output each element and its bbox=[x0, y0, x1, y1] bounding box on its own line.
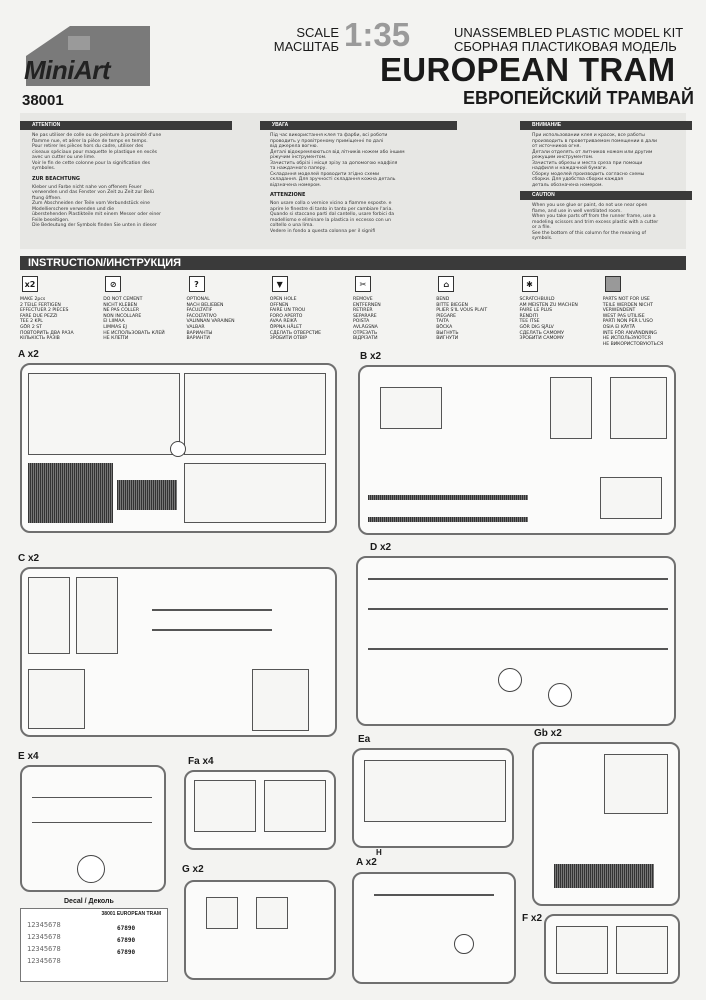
sprue-fa bbox=[184, 770, 336, 850]
text-line: flame, and use in well ventilated room. bbox=[532, 208, 622, 214]
text-line: ріжучим інструментом. bbox=[270, 155, 327, 160]
sprue-part bbox=[184, 463, 326, 523]
window-part bbox=[252, 669, 309, 731]
decal-sheet-title: 38001 EUROPEAN TRAM bbox=[101, 911, 161, 917]
legend-item-scratchbuild bbox=[520, 276, 603, 346]
legend-text-line: TEILE WERDEN NICHT VERWENDENT bbox=[602, 302, 653, 314]
text-line: modeling scissors and trim excess plastic with a cutter bbox=[532, 219, 659, 225]
panel-part bbox=[616, 926, 668, 974]
rail-part bbox=[32, 822, 152, 823]
legend-text-line: ÖPPNA HÅLET bbox=[269, 324, 302, 330]
panel-part bbox=[194, 780, 256, 832]
legend-text-line: EI LIIMAA bbox=[103, 319, 125, 325]
rail-part bbox=[368, 648, 668, 650]
wheel-part bbox=[77, 855, 105, 883]
legend-text-line: НЕ ИСПОЛЬЗОВАТЬ КЛЕЙ bbox=[103, 330, 165, 336]
legend-text-line: TAITA bbox=[436, 319, 449, 325]
roof-grille-part bbox=[28, 463, 113, 523]
sprue-c bbox=[20, 567, 337, 737]
wheel-part bbox=[548, 683, 572, 707]
ea-marker: H bbox=[376, 848, 382, 857]
text-line: Feile beseitigen. bbox=[32, 217, 70, 223]
roof-grille-part bbox=[117, 480, 177, 510]
text-line: Деталі відокремлюються від літників ножем або іншим bbox=[270, 149, 405, 155]
text-line: відзначена номером. bbox=[270, 182, 321, 188]
symbol-legend bbox=[20, 276, 686, 346]
sprue-ea bbox=[352, 748, 514, 848]
text-line: Quando si staccano parti dal cantello, usare forbici da bbox=[270, 212, 395, 217]
attention-fr-text bbox=[20, 133, 235, 172]
legend-text-line: 2 TEILE FERTIGEN bbox=[20, 302, 61, 308]
text-line: verwenden und das Fenster von Zeit zu Zeit zur Belü bbox=[32, 190, 154, 195]
text-line: При использовании клея и красок, все работы bbox=[532, 133, 645, 138]
legend-text-line: TEE 2 KPL bbox=[20, 319, 43, 325]
legend-text-line: ВИГНУТИ bbox=[436, 336, 459, 342]
text-line: Die Bedeutung der Symbols finden Sie unten in dieser bbox=[32, 223, 157, 228]
text-line: Non usare colla o vernice vicino a fiamme esposte. e bbox=[270, 201, 392, 206]
brand-logo: MiniArt bbox=[24, 55, 111, 85]
not-for-use-icon bbox=[605, 276, 621, 292]
legend-text-line: КІЛЬКІСТЬ РАЗІВ bbox=[20, 336, 60, 342]
legend-text-line: OPTIONAL bbox=[186, 297, 210, 302]
decal-digit-row: 12345678 bbox=[27, 945, 61, 953]
attention-de-text bbox=[20, 185, 235, 229]
text-line: Сборку моделей производить согласно схемы bbox=[532, 171, 645, 177]
text-line: производить в проветриваемом помещении в дали bbox=[532, 138, 658, 144]
sprue-gate bbox=[170, 441, 186, 457]
sprue-label-a-top: A x2 bbox=[18, 349, 39, 360]
grille-part bbox=[604, 754, 668, 814]
legend-text-line: PARTS NOT FOR USE bbox=[602, 297, 650, 302]
chassis-part bbox=[364, 760, 506, 822]
rail-part bbox=[368, 517, 528, 522]
text-line: modellismo e eliminare la plastica in eccesso con un bbox=[270, 217, 391, 223]
rail-part bbox=[152, 609, 272, 611]
attention-section bbox=[20, 113, 686, 249]
legend-text-line: WEST PAS UTILISE bbox=[602, 313, 645, 319]
text-line: coltello o una lima. bbox=[270, 223, 314, 228]
legend-item-x2 bbox=[20, 276, 103, 346]
legend-text-line: ЗРОБИТИ ОТВІР bbox=[269, 336, 308, 342]
scale-value: 1:35 bbox=[344, 16, 411, 53]
text-line: ciseaux spéciaux pour maquette le plastique en excès bbox=[32, 149, 158, 155]
sprue-d bbox=[356, 556, 676, 726]
decal-digits bbox=[27, 919, 107, 967]
text-line: Vedere in fondo a questa colonna per il signifi bbox=[270, 228, 376, 234]
legend-text-line: TEE ITSE bbox=[519, 319, 540, 325]
legend-text-line: НЕ ИСПОЛЬЗУЮТСЯ bbox=[602, 336, 651, 342]
text-line: symbols. bbox=[532, 236, 553, 241]
legend-text-line: AM MEISTEN ZU MACHEN bbox=[519, 302, 578, 308]
text-line: деталь обозначена номером. bbox=[532, 182, 603, 188]
text-line: складання. Для зручності складання кожна деталь bbox=[270, 177, 396, 182]
legend-text-line: FAIRE UN TROU bbox=[269, 308, 306, 314]
legend-text-line: FACULTATIF bbox=[186, 308, 213, 314]
text-line: Зачистить обрізі і місця зрізу за допомогою надфіля bbox=[270, 160, 398, 166]
attention-col-fr: ATTENTION Ne pas utiliser de colle ou de peinture à proximité d'une flamme nue, et aérer la pièce de temps en temps. Pour retirer les pièces hors du cadre, utiliser des ciseaux spéciaux pour maquette le plastique en excès avec un cutter ou une lime. Voir le fin de cette colonne pour la signification des symboles. ZUR BEACHTUNG Kleber und Farbe nicht nahe von offenem Feuer verwenden und das Fenster von Zeit zu Zeit zur Belü ftung öffnen. Zum Abschneiden der Teile vom Verbundstück eine Modellierschere verwenden und die überstehenden Plastikteile mit einem Messer oder einer Feile beseitigen. Die Bedeutung der Symbols finden Sie unten in dieser bbox=[20, 121, 235, 229]
title-russian: ЕВРОПЕЙСКИЙ ТРАМВАЙ bbox=[463, 88, 694, 108]
text-line: avec un cutter ou une lime. bbox=[32, 155, 96, 160]
decal-small-digits bbox=[117, 923, 135, 959]
text-line: Детали отделять от литников ножом или другим bbox=[532, 149, 653, 155]
decal-digit-row: 12345678 bbox=[27, 921, 61, 929]
sprue-g bbox=[184, 880, 336, 980]
legend-text-line: OPEN HOLE bbox=[269, 297, 297, 302]
decal-digit-row: 12345678 bbox=[27, 933, 61, 941]
legend-text-line: DO NOT CEMENT bbox=[103, 297, 143, 302]
bend-icon: ⌂ bbox=[438, 276, 454, 292]
legend-text-line: ОТРЕЗАТЬ bbox=[353, 330, 378, 336]
attention-ru-text bbox=[520, 133, 686, 188]
legend-text-line: AVAA REIKÄ bbox=[269, 319, 297, 325]
legend-text-line: INTE FÖR ANVÄNDNING bbox=[602, 330, 657, 336]
legend-text-line: PARTI NON PER L'USO bbox=[602, 319, 653, 325]
text-line: aprire le finestre di tanto in tanto per cambiare l'aria. bbox=[270, 206, 393, 212]
scratchbuild-icon: ✱ bbox=[522, 276, 538, 292]
open-hole-icon: ▼ bbox=[272, 276, 288, 292]
window-part bbox=[28, 577, 70, 654]
no-cement-icon: ⊘ bbox=[105, 276, 121, 292]
rail-part bbox=[368, 608, 668, 610]
instruction-bar-title: INSTRUCTION/ИНСТРУКЦИЯ bbox=[28, 257, 182, 269]
sprue-part bbox=[206, 897, 238, 929]
attention-ua-text bbox=[260, 133, 460, 188]
sprue-label-e: E x4 bbox=[18, 751, 39, 762]
rail-part bbox=[368, 578, 668, 580]
text-line: symboles. bbox=[32, 166, 56, 171]
decal-label: Decal / Деколь bbox=[64, 898, 114, 905]
sprue-f bbox=[544, 914, 680, 984]
text-line: від джерела вогню. bbox=[270, 144, 318, 149]
legend-text-line: НЕ КЛЕЇТИ bbox=[103, 336, 129, 342]
legend-text-line: SCRATCHBUILD bbox=[519, 297, 555, 302]
legend-text-line: PLIER S'IL VOUS PLAIT bbox=[436, 308, 488, 314]
text-line: flamme nue, et aérer la pièce de temps en temps. bbox=[32, 138, 148, 144]
text-line: When you take parts off from the runner frame, use a bbox=[532, 214, 656, 219]
step-part bbox=[554, 864, 654, 888]
legend-text-line: NACH BELIEBEN bbox=[186, 302, 224, 308]
decal-small-row: 67890 bbox=[117, 925, 136, 932]
door-part bbox=[550, 377, 592, 439]
decal-small-row: 67890 bbox=[117, 949, 136, 956]
legend-text-line: ВІДРІЗАТИ bbox=[353, 336, 378, 342]
legend-text-line: REMOVE bbox=[353, 297, 373, 302]
legend-item-optional bbox=[187, 276, 270, 346]
text-line: Zum Abschneiden der Teile vom Verbundstück eine bbox=[32, 201, 151, 206]
legend-text-line: ЗРОБИТИ САМОМУ bbox=[519, 336, 564, 342]
text-line: режущим инструментом. bbox=[532, 155, 594, 160]
panel-part bbox=[264, 780, 326, 832]
legend-text-line: VALINNAN VARAINEN bbox=[186, 319, 235, 325]
text-line: сборки. Для удобства сборки каждая bbox=[532, 177, 624, 182]
rail-part bbox=[374, 894, 494, 896]
legend-text-line: СДЕЛАТЬ ОТВЕРСТИЕ bbox=[269, 330, 322, 336]
sprue-b bbox=[358, 365, 676, 535]
sprue-a-bottom bbox=[352, 872, 516, 984]
wheel-part bbox=[454, 934, 474, 954]
text-line: Voir le fin de cette colonne pour la signification des bbox=[32, 160, 150, 166]
door-part bbox=[610, 377, 667, 439]
sprue-label-fa: Fa x4 bbox=[188, 756, 214, 767]
text-line: проводить у провітреному приміщенні по далі bbox=[270, 138, 384, 144]
optional-icon: ? bbox=[189, 276, 205, 292]
wheel-part bbox=[498, 668, 522, 692]
x2-icon: x2 bbox=[22, 276, 38, 292]
legend-text-line: OFFNEN bbox=[269, 302, 289, 308]
sprue-part bbox=[28, 373, 180, 455]
text-line: Зачистить обрезы и места среза при помощи bbox=[532, 160, 643, 166]
text-line: Ne pas utiliser de colle ou de peinture à proximité d'une bbox=[32, 133, 162, 138]
sprue-part bbox=[256, 897, 288, 929]
legend-item-not-for-use bbox=[603, 276, 686, 346]
sprue-label-g: G x2 bbox=[182, 864, 204, 875]
legend-text-line: VALBAR bbox=[186, 324, 205, 330]
text-line: See the bottom of this column for the meaning of bbox=[532, 230, 646, 236]
legend-text-line: GÖR 2 ST bbox=[20, 324, 42, 330]
sprue-a-top bbox=[20, 363, 337, 533]
legend-item-bend bbox=[436, 276, 519, 346]
attention-it-text bbox=[260, 201, 460, 234]
legend-text-line: ВЫГНУТЬ bbox=[436, 330, 459, 336]
legend-text-line: RENDITI bbox=[519, 313, 539, 319]
legend-text-line: FARE DUE PEZZI bbox=[20, 313, 58, 319]
text-line: Під час використання клея та фарби, всі роботи bbox=[270, 133, 388, 138]
legend-text-line: LIMMAS EJ bbox=[103, 324, 127, 330]
decal-digit-row: 12345678 bbox=[27, 957, 61, 965]
legend-text-line: ПОВТОРИТЬ ДВА РАЗА bbox=[20, 330, 74, 336]
legend-text-line: GÖR DIG SJÄLV bbox=[519, 324, 554, 330]
legend-text-line: НЕ ВИКОРИСТОВУЮТЬСЯ bbox=[602, 341, 664, 347]
text-line: Складання моделей проводити згідно схеми bbox=[270, 171, 380, 177]
rail-part bbox=[152, 629, 272, 631]
legend-text-line: FAIRE LE PLUS bbox=[519, 308, 553, 314]
text-line: от источников огня. bbox=[532, 144, 581, 149]
legend-text-line: EFFECTUER 2 PIECES bbox=[20, 308, 69, 314]
sprue-label-a-bottom: A x2 bbox=[356, 857, 377, 868]
window-part bbox=[28, 669, 85, 729]
sprue-label-b: B x2 bbox=[360, 351, 382, 362]
legend-text-line: NON INCOLLARE bbox=[103, 313, 142, 319]
text-line: Kleber und Farbe nicht nahe von offenem Feuer bbox=[32, 184, 142, 190]
legend-text-line: AVLÄGSNA bbox=[353, 324, 378, 330]
rail-part bbox=[32, 797, 152, 798]
sprue-label-f: F x2 bbox=[522, 913, 543, 924]
sprue-label-gb: Gb x2 bbox=[534, 728, 562, 739]
decal-sheet bbox=[20, 908, 168, 982]
legend-text-line: POISTA bbox=[353, 319, 370, 325]
legend-item-remove bbox=[353, 276, 436, 346]
legend-text-line: OSIA EI KÄYTÄ bbox=[602, 324, 636, 330]
text-line: та наждачного паперу. bbox=[270, 166, 327, 171]
remove-icon: ✂ bbox=[355, 276, 371, 292]
legend-text-line: ВАРИАНТЫ bbox=[186, 330, 213, 336]
text-line: or a file. bbox=[532, 225, 551, 230]
window-part bbox=[76, 577, 118, 654]
text-line: When you use glue or paint, do not use near open bbox=[532, 203, 648, 208]
sprue-part bbox=[380, 387, 442, 429]
sprue-part bbox=[184, 373, 326, 455]
decal-small-row: 67890 bbox=[117, 937, 136, 944]
legend-text-line: СДЕЛАТЬ САМОМУ bbox=[519, 330, 564, 336]
legend-text-line: RETIRER bbox=[353, 308, 373, 314]
sprue-e bbox=[20, 765, 166, 892]
legend-text-line: ENTFERNEN bbox=[353, 302, 381, 308]
legend-text-line: BÖCKA bbox=[436, 324, 453, 330]
legend-item-open-hole bbox=[270, 276, 353, 346]
kit-type: UNASSEMBLED PLASTIC MODEL KIT СБОРНАЯ ПЛАСТИКОВАЯ МОДЕЛЬ bbox=[454, 25, 684, 54]
scale-label: SCALE МАСШТАБ bbox=[273, 25, 339, 54]
attention-col-ua: УВАГА Під час використання клея та фарби, всі роботи проводить у провітреному приміщенні по далі від джерела вогню. Деталі відокремлюються від літників ножем або іншим ріжучим інструментом. Зачистить обрізі і місця зрізу за допомогою надфіля та наждачного паперу. Складання моделей проводити згідно схеми складання. Для зручності складання кожна деталь відзначена номером. ATTENZIONE Non usare colla o vernice vicino a fiamme esposte. e aprire le finestre di tanto in tanto per cambiare l'aria. Quando si staccano parti dal cantello, usare forbici da modellismo e eliminare la plastica in eccesso con un coltello o una lima. Vedere in fondo a questa colonna per il signifi bbox=[260, 121, 460, 234]
sprue-part bbox=[600, 477, 662, 519]
text-line: ftung öffnen. bbox=[32, 195, 62, 201]
sprue-label-c: C x2 bbox=[18, 553, 40, 564]
panel-part bbox=[556, 926, 608, 974]
legend-text-line: ВАРІАНТИ bbox=[186, 336, 210, 342]
sprue-label-ea: Ea bbox=[358, 734, 371, 745]
kit-number: 38001 bbox=[22, 92, 64, 109]
legend-text-line: PIEGARE bbox=[436, 313, 457, 319]
attention-en-text bbox=[520, 203, 686, 242]
text-line: надфиля и наждачной бумаги. bbox=[532, 166, 608, 171]
legend-item-no-cement bbox=[103, 276, 186, 346]
text-line: überstehenden Plastikteile mit einem Messer oder einer bbox=[32, 212, 161, 217]
text-line: Pour retirer les pièces hors du cadre, utiliser des bbox=[32, 144, 144, 149]
title-english: EUROPEAN TRAM bbox=[380, 51, 676, 88]
text-line: Modellierschere verwenden und die bbox=[32, 206, 115, 212]
legend-text-line: FORO APERTO bbox=[269, 313, 303, 319]
legend-text-line: NE PAS COLLER bbox=[103, 308, 140, 314]
attention-col-ru: ВНИМАНИЕ При использовании клея и красок, все работы производить в проветриваемом помещении в дали от источников огня. Детали отделять от литников ножом или другим режущим инструментом. Зачистить обрезы и места среза при помощи надфиля и наждачной бумаги. Сборку моделей производить согласно схемы сборки. Для удобства сборки каждая деталь обозначена номером. CAUTION When you use glue or paint, do not use near open flame, and use in well ventilated room. When you take parts off from the runner frame, use a modeling scissors and trim excess plastic with a cutter or a file. See the bottom of this column for the meaning of symbols. bbox=[520, 121, 686, 242]
sprue-label-d: D x2 bbox=[370, 542, 392, 553]
rail-part bbox=[368, 495, 528, 500]
legend-text-line: FACOLTATIVO bbox=[186, 313, 217, 319]
legend-text-line: NICHT KLEBEN bbox=[103, 302, 137, 308]
legend-text-line: BITTE BIEGEN bbox=[436, 302, 468, 308]
legend-text-line: BEND bbox=[436, 297, 450, 302]
sprue-gb bbox=[532, 742, 680, 906]
legend-text-line: MAKE 2pcs bbox=[20, 297, 46, 302]
legend-text-line: SEPARARE bbox=[353, 313, 377, 319]
